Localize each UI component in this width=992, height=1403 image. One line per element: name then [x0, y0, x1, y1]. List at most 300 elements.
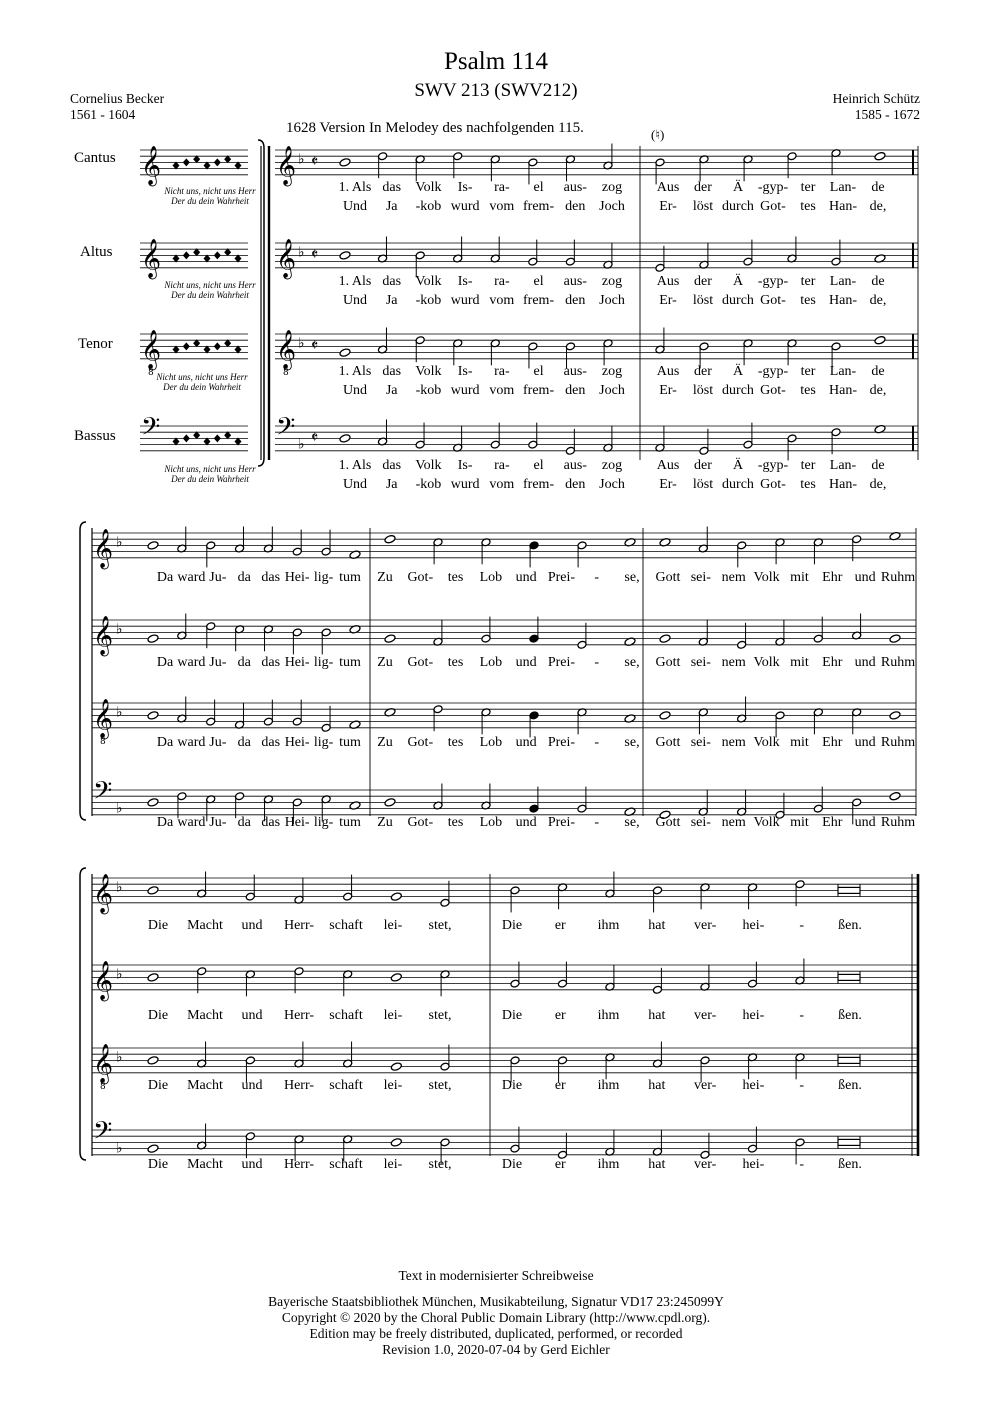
lyric-line: da: [237, 815, 251, 830]
composer-dates: 1585 - 1672: [854, 107, 920, 122]
lyric-line: lei-: [383, 918, 403, 933]
lyric-verse1: Is-: [457, 364, 473, 379]
lyric-verse2: Er-: [659, 477, 677, 492]
incipit-text-tenor: Nicht uns, nicht uns Herr Der du dein Wahrheit: [156, 372, 248, 392]
lyric-line: Die: [501, 1157, 523, 1172]
lyric-line: Volk: [753, 815, 780, 830]
octave-mark: 8: [100, 1081, 106, 1092]
lyric-verse1: ter: [800, 180, 816, 195]
lyric-line: ßen.: [838, 918, 862, 933]
lyric-line: Da: [156, 655, 174, 670]
lyric-line: lig-: [313, 570, 334, 585]
lyric-verse2: Ja: [385, 293, 398, 308]
note-head: [889, 791, 901, 801]
lyric-verse2: Er-: [659, 199, 677, 214]
voice-name-bassus: Bassus: [74, 428, 116, 444]
lyric-verse2: wurd: [450, 383, 480, 398]
lyric-line: Zu: [377, 570, 393, 585]
lyric-line: er: [554, 1157, 566, 1172]
lyric-line: ward: [177, 655, 206, 670]
lyric-line: hat: [648, 918, 666, 933]
lyric-line: Ju-: [209, 655, 227, 670]
treble-clef: 𝄞: [93, 960, 114, 1001]
flat-sign: ♭: [116, 1140, 123, 1157]
lyric-verse1: -gyp-: [757, 274, 789, 289]
incipit-note: [214, 342, 221, 350]
lyric-line: -: [594, 735, 600, 750]
lyric-verse1: ra-: [494, 274, 510, 289]
lyric-line: Lob: [479, 570, 503, 585]
lyric-line: Ehr: [822, 570, 843, 585]
lyric-verse1: 1. Als: [338, 274, 372, 289]
lyric-verse2: Got-: [760, 383, 786, 398]
lyric-verse1: de: [871, 274, 885, 289]
lyric-verse2: den: [565, 199, 586, 214]
lyric-line: Prei-: [547, 815, 576, 830]
cut-time-sign: 𝄵: [311, 244, 319, 264]
lyric-verse2: den: [565, 477, 586, 492]
lyric-verse2: löst: [692, 293, 714, 308]
lyric-line: schaft: [329, 918, 363, 933]
lyric-line: sei-: [690, 570, 711, 585]
lyric-line: er: [554, 918, 566, 933]
lyric-verse2: de,: [869, 383, 887, 398]
lyric-line: und: [854, 735, 876, 750]
note-head: [147, 634, 159, 644]
note-head: [874, 151, 886, 161]
lyric-line: -: [799, 1157, 805, 1172]
lyric-verse2: wurd: [450, 477, 480, 492]
lyric-line: Macht: [187, 1078, 223, 1093]
octave-mark: 8: [148, 367, 154, 378]
lyric-line: und: [241, 918, 263, 933]
lyric-verse2: frem-: [523, 199, 555, 214]
lyric-line: und: [241, 1157, 263, 1172]
lyric-verse1: Aus: [656, 364, 680, 379]
lyric-verse2: wurd: [450, 199, 480, 214]
lyric-line: nem: [721, 570, 746, 585]
lyric-line: sei-: [690, 815, 711, 830]
lyric-line: se,: [624, 570, 640, 585]
note-head: [390, 892, 402, 902]
flat-sign: ♭: [298, 244, 305, 261]
lyric-verse1: das: [382, 180, 402, 195]
lyric-verse1: Ä: [732, 180, 744, 195]
lyric-verse2: den: [565, 293, 586, 308]
lyric-verse1: aus-: [563, 458, 587, 473]
lyric-line: Die: [147, 1008, 169, 1023]
lyric-line: da: [237, 735, 251, 750]
lyric-line: Die: [501, 918, 523, 933]
lyric-line: ver-: [694, 1157, 717, 1172]
lyric-verse1: ra-: [494, 458, 510, 473]
lyric-verse1: -gyp-: [757, 364, 789, 379]
incipit-note: [214, 251, 221, 259]
lyric-line: sei-: [690, 655, 711, 670]
lyric-line: stet,: [428, 918, 452, 933]
lyric-verse1: zog: [601, 180, 623, 195]
lyric-line: Zu: [377, 655, 393, 670]
lyric-verse1: Is-: [457, 274, 473, 289]
composer-name: Heinrich Schütz: [832, 91, 920, 106]
lyric-line: -: [799, 918, 805, 933]
lyric-verse2: löst: [692, 383, 714, 398]
lyric-verse2: Joch: [599, 383, 625, 398]
lyric-line: und: [515, 735, 537, 750]
lyric-line: schaft: [329, 1157, 363, 1172]
lyric-line: ihm: [597, 918, 620, 933]
lyric-verse1: Aus: [656, 274, 680, 289]
lyric-line: mit: [790, 735, 809, 750]
lyric-line: tum: [339, 655, 361, 670]
lyric-line: das: [261, 815, 281, 830]
lyric-line: Gott: [655, 815, 681, 830]
lyric-verse1: Aus: [656, 458, 680, 473]
lyric-line: ver-: [694, 918, 717, 933]
voice-name-cantus: Cantus: [74, 150, 116, 166]
lyric-line: sei-: [690, 735, 711, 750]
lyric-verse2: löst: [692, 199, 714, 214]
lyric-line: stet,: [428, 1008, 452, 1023]
lyric-verse2: Ja: [385, 199, 398, 214]
lyric-line: se,: [624, 735, 640, 750]
lyric-verse2: Und: [342, 383, 368, 398]
lyric-verse2: Got-: [760, 293, 786, 308]
lyric-line: da: [237, 570, 251, 585]
system-bracket: [80, 522, 86, 820]
treble-clef: 𝄞: [93, 615, 114, 656]
footer-source: Bayerische Staatsbibliothek München, Musikabteilung, Signatur VD17 23:245099Y: [268, 1294, 724, 1309]
lyric-verse1: Is-: [457, 458, 473, 473]
lyric-line: und: [854, 655, 876, 670]
lyric-line: Hei-: [284, 735, 310, 750]
lyric-verse2: -kob: [415, 477, 442, 492]
lyric-verse2: Er-: [659, 383, 677, 398]
treble-clef: 𝄞: [93, 1043, 114, 1084]
footer-copyright: Copyright © 2020 by the Choral Public Domain Library (http://www.cpdl.org).: [281, 1310, 711, 1325]
lyric-line: Macht: [187, 1157, 223, 1172]
lyric-line: hei-: [742, 1157, 765, 1172]
lyric-verse1: der: [694, 364, 712, 379]
lyric-line: das: [261, 655, 281, 670]
page-subtitle: SWV 213 (SWV212): [414, 80, 578, 101]
lyric-line: Macht: [187, 918, 223, 933]
lyric-line: mit: [790, 655, 809, 670]
lyric-line: und: [854, 815, 876, 830]
lyric-line: Prei-: [547, 735, 576, 750]
lyric-line: Zu: [377, 815, 393, 830]
lyric-line: nem: [721, 815, 746, 830]
lyric-line: Gott: [655, 655, 681, 670]
lyric-verse1: der: [694, 180, 712, 195]
system-bracket: [80, 868, 86, 1160]
lyric-verse1: ter: [800, 274, 816, 289]
lyric-line: Ruhm: [880, 735, 916, 750]
flat-sign: ♭: [116, 966, 123, 983]
lyric-verse1: Lan-: [829, 458, 857, 473]
note-head: [384, 634, 396, 644]
incipit-note: [183, 158, 190, 166]
lyric-line: -: [594, 570, 600, 585]
note-head: [874, 335, 886, 345]
lyric-verse1: Lan-: [829, 364, 857, 379]
lyric-line: schaft: [329, 1078, 363, 1093]
treble-clef: 𝄞: [141, 145, 162, 186]
lyric-line: und: [515, 570, 537, 585]
lyric-line: Herr-: [283, 1008, 315, 1023]
lyric-verse1: ter: [800, 364, 816, 379]
lyric-verse1: Lan-: [829, 274, 857, 289]
lyric-line: Ehr: [822, 815, 843, 830]
lyric-verse1: das: [382, 364, 402, 379]
lyric-line: Gott: [655, 735, 681, 750]
lyric-verse2: durch: [722, 293, 754, 308]
note-head: [889, 634, 901, 644]
lyric-verse2: Got-: [760, 199, 786, 214]
lyric-line: stet,: [428, 1157, 452, 1172]
lyric-verse1: aus-: [563, 364, 587, 379]
cut-time-sign: 𝄵: [311, 151, 319, 171]
lyric-line: ward: [177, 570, 206, 585]
lyric-verse1: ter: [800, 458, 816, 473]
lyric-verse2: tes: [800, 293, 816, 308]
incipit-text-bassus: Nicht uns, nicht uns Herr Der du dein Wahrheit: [164, 464, 256, 484]
lyric-line: Ju-: [209, 570, 227, 585]
lyric-verse1: ra-: [494, 180, 510, 195]
lyric-line: tum: [339, 570, 361, 585]
voice-name-tenor: Tenor: [78, 336, 113, 352]
note-head: [390, 1062, 402, 1072]
cut-time-sign: 𝄵: [311, 427, 319, 447]
lyric-line: ihm: [597, 1157, 620, 1172]
lyric-verse1: der: [694, 274, 712, 289]
lyric-line: Prei-: [547, 570, 576, 585]
lyric-verse1: Volk: [415, 180, 442, 195]
lyric-verse1: 1. Als: [338, 180, 372, 195]
lyric-verse1: el: [533, 274, 544, 289]
lyric-line: mit: [790, 570, 809, 585]
lyric-line: Volk: [753, 570, 780, 585]
lyric-verse2: durch: [722, 199, 754, 214]
lyric-verse2: Und: [342, 199, 368, 214]
lyric-line: schaft: [329, 1008, 363, 1023]
lyric-verse2: tes: [800, 383, 816, 398]
lyric-verse1: de: [871, 364, 885, 379]
flat-sign: ♭: [298, 436, 305, 453]
lyric-verse2: frem-: [523, 477, 555, 492]
natural-sign-note: (♮): [651, 127, 665, 142]
treble-clef: 𝄞: [276, 145, 297, 186]
note-head: [339, 158, 351, 168]
lyric-line: ihm: [597, 1008, 620, 1023]
lyric-line: Die: [147, 1157, 169, 1172]
note-head: [339, 251, 351, 261]
lyric-verse2: tes: [800, 477, 816, 492]
lyric-verse2: frem-: [523, 383, 555, 398]
lyric-line: Gott: [655, 570, 681, 585]
lyric-line: tum: [339, 735, 361, 750]
octave-mark: 8: [100, 736, 106, 747]
lyric-line: ver-: [694, 1078, 717, 1093]
note-head: [147, 1144, 159, 1154]
lyric-verse2: Und: [342, 477, 368, 492]
note-head: [147, 798, 159, 808]
incipit-note: [214, 158, 221, 166]
lyric-line: Ju-: [209, 815, 227, 830]
footer-revision: Revision 1.0, 2020-07-04 by Gerd Eichler: [382, 1342, 610, 1357]
incipit-text-altus: Nicht uns, nicht uns Herr Der du dein Wahrheit: [164, 280, 256, 300]
lyric-line: ßen.: [838, 1078, 862, 1093]
lyric-line: Lob: [479, 735, 503, 750]
flat-sign: ♭: [298, 151, 305, 168]
lyric-line: hat: [648, 1157, 666, 1172]
final-breve: [838, 974, 860, 980]
lyric-verse2: Joch: [599, 477, 625, 492]
lyric-line: Lob: [479, 655, 503, 670]
incipit-text-cantus: Nicht uns, nicht uns Herr Der du dein Wahrheit: [164, 186, 256, 206]
lyric-verse2: -kob: [415, 383, 442, 398]
lyric-verse1: ra-: [494, 364, 510, 379]
lyric-line: nem: [721, 735, 746, 750]
note-head: [384, 798, 396, 808]
poet-dates: 1561 - 1604: [70, 107, 136, 122]
lyric-verse1: Volk: [415, 274, 442, 289]
note-head: [147, 973, 159, 983]
lyric-verse2: Ja: [385, 477, 398, 492]
lyric-line: ward: [177, 735, 206, 750]
lyric-line: Hei-: [284, 655, 310, 670]
incipit-note: [214, 434, 221, 442]
lyric-line: Got-: [407, 655, 434, 670]
lyric-line: ward: [177, 815, 206, 830]
lyric-line: Got-: [407, 570, 434, 585]
lyric-line: Ruhm: [880, 655, 916, 670]
lyric-verse2: tes: [800, 199, 816, 214]
lyric-verse2: Han-: [829, 477, 857, 492]
lyric-line: Die: [501, 1008, 523, 1023]
lyric-line: und: [854, 570, 876, 585]
note-head: [659, 634, 671, 644]
lyric-verse2: Han-: [829, 199, 857, 214]
lyric-verse2: vom: [489, 293, 515, 308]
page-title: Psalm 114: [444, 48, 548, 75]
lyric-line: Die: [147, 1078, 169, 1093]
lyric-verse2: Han-: [829, 383, 857, 398]
treble-clef: 𝄞: [276, 238, 297, 279]
version-note: 1628 Version In Melodey des nachfolgenden 115.: [286, 120, 584, 136]
lyric-line: -: [594, 655, 600, 670]
lyric-verse2: wurd: [450, 293, 480, 308]
lyric-verse1: Ä: [732, 458, 744, 473]
note-head: [390, 973, 402, 983]
lyric-verse1: aus-: [563, 274, 587, 289]
lyric-line: Hei-: [284, 815, 310, 830]
lyric-line: und: [241, 1008, 263, 1023]
lyric-verse2: vom: [489, 383, 515, 398]
lyric-line: da: [237, 655, 251, 670]
lyric-line: Herr-: [283, 1078, 315, 1093]
lyric-verse2: Joch: [599, 199, 625, 214]
incipit-note: [183, 434, 190, 442]
lyric-line: Volk: [753, 735, 780, 750]
lyric-line: Ruhm: [880, 815, 916, 830]
lyric-verse2: Han-: [829, 293, 857, 308]
incipit-note: [183, 251, 190, 259]
lyric-verse2: -kob: [415, 199, 442, 214]
lyric-verse1: el: [533, 458, 544, 473]
lyric-line: er: [554, 1078, 566, 1093]
lyric-line: lei-: [383, 1157, 403, 1172]
lyric-verse2: Joch: [599, 293, 625, 308]
bass-clef: 𝄢: [93, 776, 113, 812]
flat-sign: ♭: [116, 621, 123, 638]
lyric-line: das: [261, 570, 281, 585]
lyric-verse1: zog: [601, 458, 623, 473]
footer: [0, 1268, 992, 1358]
note-head: [659, 711, 671, 721]
lyric-verse2: löst: [692, 477, 714, 492]
lyric-line: Lob: [479, 815, 503, 830]
lyric-line: tes: [447, 815, 464, 830]
lyric-line: Ju-: [209, 735, 227, 750]
lyric-verse1: der: [694, 458, 712, 473]
lyric-line: Da: [156, 570, 174, 585]
lyric-verse1: Lan-: [829, 180, 857, 195]
lyric-line: -: [594, 815, 600, 830]
lyric-line: und: [515, 655, 537, 670]
treble-clef: 𝄞: [276, 329, 297, 370]
lyric-line: tes: [447, 570, 464, 585]
note-head: [147, 541, 159, 551]
flat-sign: ♭: [116, 704, 123, 721]
lyric-verse1: Volk: [415, 364, 442, 379]
lyric-line: mit: [790, 815, 809, 830]
lyric-line: lei-: [383, 1078, 403, 1093]
lyric-verse1: aus-: [563, 180, 587, 195]
lyric-verse2: frem-: [523, 293, 555, 308]
lyric-line: -: [799, 1078, 805, 1093]
note-head: [147, 711, 159, 721]
lyric-line: tum: [339, 815, 361, 830]
note-head: [339, 348, 351, 358]
treble-clef: 𝄞: [93, 698, 114, 739]
lyric-line: lig-: [313, 655, 334, 670]
lyric-line: se,: [624, 655, 640, 670]
lyric-line: se,: [624, 815, 640, 830]
bass-clef: 𝄢: [276, 412, 296, 448]
lyric-verse1: zog: [601, 364, 623, 379]
footer-license: Edition may be freely distributed, duplicated, performed, or recorded: [309, 1326, 683, 1341]
lyric-verse2: de,: [869, 293, 887, 308]
octave-mark: 8: [283, 367, 289, 378]
treble-clef: 𝄞: [141, 238, 162, 279]
lyric-verse2: de,: [869, 477, 887, 492]
treble-clef: 𝄞: [141, 329, 162, 370]
final-breve: [838, 1057, 860, 1063]
final-breve: [838, 1139, 860, 1145]
lyric-verse1: zog: [601, 274, 623, 289]
lyric-line: hat: [648, 1008, 666, 1023]
lyric-verse1: Ä: [732, 274, 744, 289]
lyric-line: stet,: [428, 1078, 452, 1093]
bass-clef: 𝄢: [141, 412, 161, 448]
lyric-verse1: Is-: [457, 180, 473, 195]
lyric-line: nem: [721, 655, 746, 670]
lyric-line: ßen.: [838, 1157, 862, 1172]
note-head: [147, 886, 159, 896]
note-head: [390, 1138, 402, 1148]
lyric-line: Ehr: [822, 735, 843, 750]
